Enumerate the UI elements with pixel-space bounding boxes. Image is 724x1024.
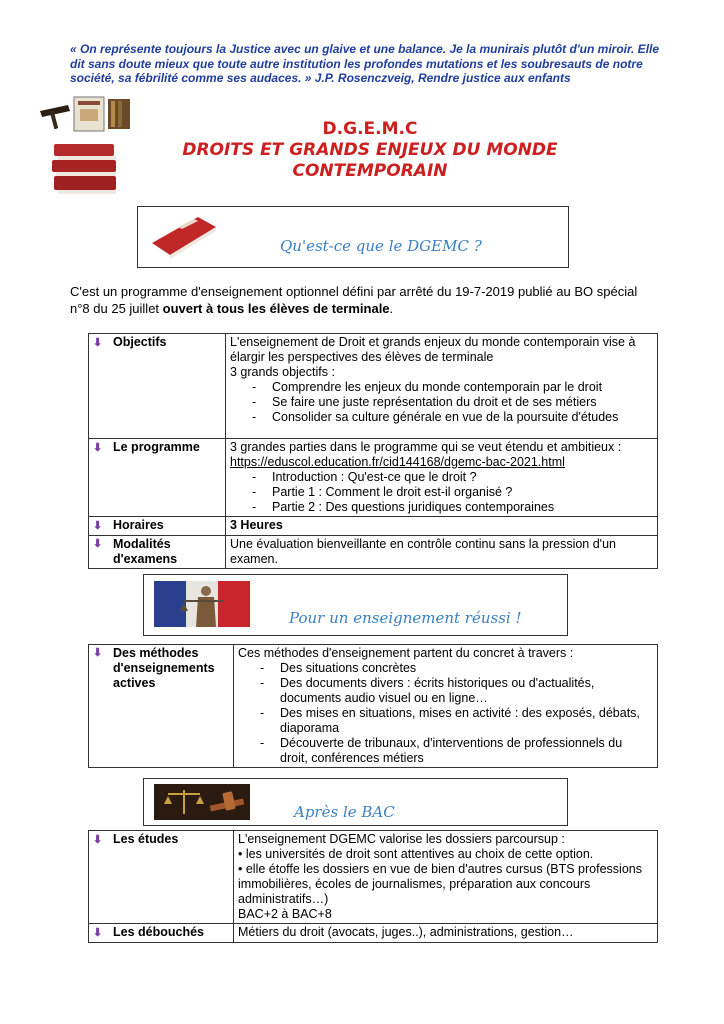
etudes-end: BAC+2 à BAC+8 xyxy=(238,907,332,921)
table-row xyxy=(89,517,658,536)
label-cell xyxy=(89,536,226,569)
label-cell xyxy=(89,439,226,517)
list-item: - Comprendre les enjeux du monde contemporain par le droit xyxy=(252,380,653,395)
banner-success-text: Pour un enseignement réussi ! xyxy=(289,609,522,627)
table-row xyxy=(89,334,658,439)
list-item: - Découverte de tribunaux, d'interventions de professionnels du droit, conférences métiers xyxy=(260,736,653,766)
objectifs-list xyxy=(230,380,653,425)
etudes-bullet-2: • elle étoffe les dossiers en vue de bien d'autres cursus (BTS professions immobilières, écoles de journalismes, préparation aux concours administratifs…) xyxy=(238,862,642,906)
list-item: - Des situations concrètes xyxy=(260,661,653,676)
label-objectifs: Objectifs xyxy=(113,335,167,349)
justice-statue-icon xyxy=(154,581,250,627)
title-acronym: D.G.E.M.C xyxy=(322,119,418,139)
content-cell xyxy=(226,439,658,517)
label-programme: Le programme xyxy=(113,440,200,454)
label-cell xyxy=(89,517,226,536)
table-row xyxy=(89,439,658,517)
content-cell xyxy=(234,831,658,924)
horaires-value: 3 Heures xyxy=(226,517,658,536)
content-cell xyxy=(234,645,658,768)
objectifs-sub: 3 grands objectifs : xyxy=(230,365,335,379)
label-cell xyxy=(89,831,234,924)
list-item: - Consolider sa culture générale en vue de la poursuite d'études xyxy=(252,410,653,425)
label-debouches: Les débouchés xyxy=(113,925,204,939)
banner-success xyxy=(143,574,568,636)
label-methodes: Des méthodes d'enseignements actives xyxy=(113,646,215,690)
label-cell xyxy=(89,334,226,439)
arrow-down-icon: ⬇ xyxy=(93,442,103,454)
programme-text: 3 grandes parties dans le programme qui se veut étendu et ambitieux : xyxy=(230,440,622,454)
arrow-down-icon: ⬇ xyxy=(93,647,103,659)
table-row xyxy=(89,645,658,768)
intro-end: . xyxy=(389,301,394,316)
content-cell xyxy=(226,334,658,439)
epigraph-quote: « On représente toujours la Justice avec un glaive et une balance. Je la munirais plutôt d'un miroir. Elle dit sans doute mieux que toute autre institution les profondes mutations et les soubresauts de notre société, sa fébrilité comme ses audaces. » J.P. Rosenczveig, Rendre justice aux enfants xyxy=(70,42,660,85)
intro-text: C'est un programme d'enseignement optionnel défini par arrêté du 19-7-2019 publié au BO spécial n°8 du 25 juillet xyxy=(70,284,638,316)
table-row xyxy=(89,924,658,943)
etudes-bullet-1: • les universités de droit sont attentives au choix de cette option. xyxy=(238,847,594,861)
etudes-text: L'enseignement DGEMC valorise les dossiers parcoursup : xyxy=(238,832,565,846)
arrow-down-icon: ⬇ xyxy=(93,927,103,939)
list-item: - Partie 2 : Des questions juridiques contemporaines xyxy=(252,500,653,515)
table-row xyxy=(89,831,658,924)
debouches-text: Métiers du droit (avocats, juges..), administrations, gestion… xyxy=(234,924,658,943)
objectifs-text: L'enseignement de Droit et grands enjeux du monde contemporain vise à élargir les perspectives des élèves de terminale xyxy=(230,335,636,364)
banner-what-text: Qu'est-ce que le DGEMC ? xyxy=(280,237,482,255)
modalites-text: Une évaluation bienveillante en contrôle continu sans la pression d'un examen. xyxy=(226,536,658,569)
arrow-down-icon: ⬇ xyxy=(93,834,103,846)
banner-after xyxy=(143,778,568,826)
programme-list xyxy=(230,470,653,515)
gavel-and-books-icon xyxy=(38,95,133,133)
title-line-2: CONTEMPORAIN xyxy=(292,161,448,181)
list-item: - Se faire une juste représentation du droit et de ses métiers xyxy=(252,395,653,410)
intro-bold: ouvert à tous les élèves de terminale xyxy=(162,301,390,316)
page-title xyxy=(170,118,570,182)
methods-table xyxy=(88,644,658,768)
list-item: - Des documents divers : écrits historiques ou d'actualités, documents audio visuel ou en ligne… xyxy=(260,676,653,706)
banner-after-text: Après le BAC xyxy=(294,803,395,821)
banner-what xyxy=(137,206,569,268)
list-item: - Des mises en situations, mises en activité : des exposés, débats, diaporama xyxy=(260,706,653,736)
info-table xyxy=(88,333,658,569)
list-item: - Partie 1 : Comment le droit est-il organisé ? xyxy=(252,485,653,500)
label-etudes: Les études xyxy=(113,832,179,846)
red-book-icon xyxy=(148,213,220,259)
label-cell xyxy=(89,645,234,768)
methods-text: Ces méthodes d'enseignement partent du concret à travers : xyxy=(238,646,574,660)
label-horaires: Horaires xyxy=(113,518,164,532)
arrow-down-icon: ⬇ xyxy=(93,520,103,532)
methods-list xyxy=(238,661,653,766)
title-line-1: DROITS ET GRANDS ENJEUX DU MONDE xyxy=(182,140,558,160)
table-row xyxy=(89,536,658,569)
arrow-down-icon: ⬇ xyxy=(93,538,103,550)
label-cell xyxy=(89,924,234,943)
list-item: - Introduction : Qu'est-ce que le droit ? xyxy=(252,470,653,485)
arrow-down-icon: ⬇ xyxy=(93,337,103,349)
programme-link[interactable]: https://eduscol.education.fr/cid144168/dgemc-bac-2021.html xyxy=(230,455,565,469)
label-modalites: Modalités d'examens xyxy=(113,537,178,566)
intro-paragraph xyxy=(70,283,660,317)
red-books-stack-icon xyxy=(50,140,122,198)
after-bac-table xyxy=(88,830,658,943)
gavel-scales-icon xyxy=(154,784,250,820)
